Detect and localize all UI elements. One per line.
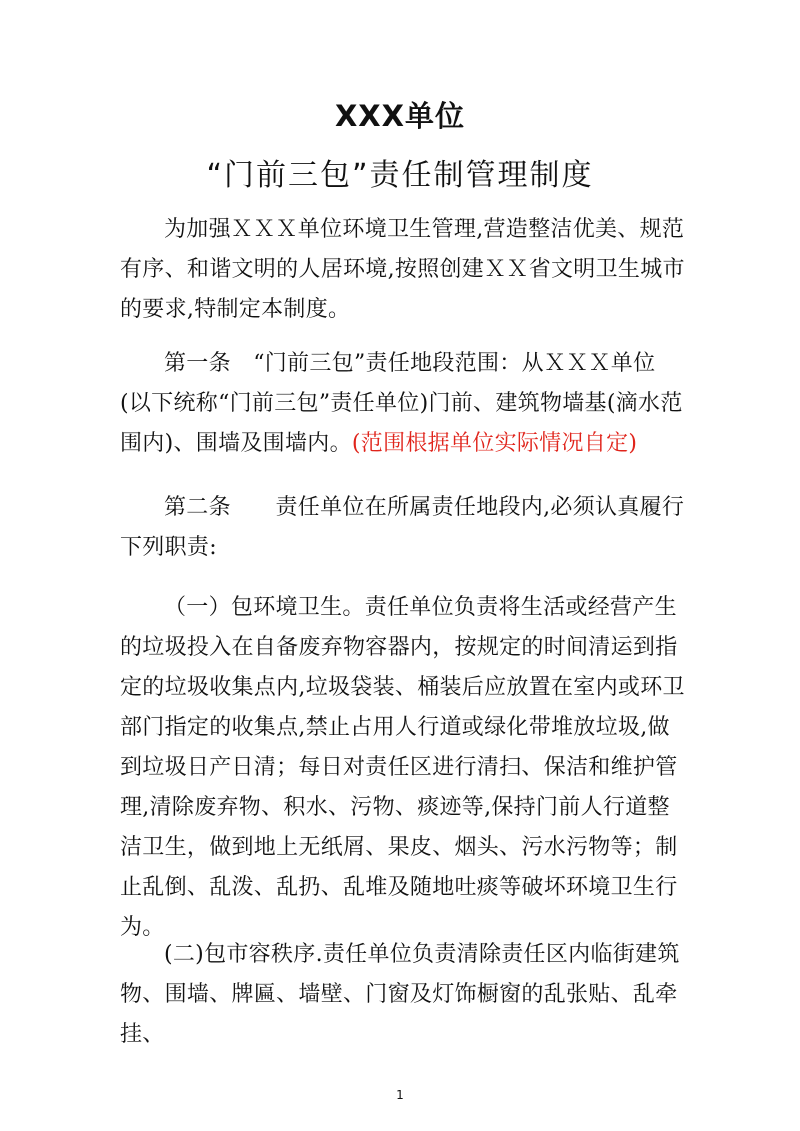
document-title-main: “门前三包”责任制管理制度 (206, 158, 594, 193)
article-2-paragraph: 第二条 责任单位在所属责任地段内,必须认真履行下列职责: (120, 495, 685, 560)
article-1-paragraph (120, 344, 686, 464)
article-1-text: 第一条 “门前三包”责任地段范围：从ＸＸＸ单位(以下统称“门前三包”责任单位)门前、建筑物墙基(滴水范围内)、围墙及围墙内。 (120, 351, 683, 456)
document-title-org: XXX单位 (334, 99, 466, 133)
item-1-paragraph: （一）包环境卫生。责任单位负责将生活或经营产生的垃圾投入在自备废弃物容器内，按规定的时间清运到指定的垃圾收集点内,垃圾袋装、桶装后应放置在室内或环卫部门指定的收集点,禁止占用人行道或绿化带堆放垃圾,做到垃圾日产日清；每日对责任区进行清扫、保洁和维护管理,清除废弃物、积水、污物、痰迹等,保持门前人行道整洁卫生，做到地上无纸屑、果皮、烟头、污水污物等；制止乱倒、乱泼、乱扔、乱堆及随地吐痰等破坏环境卫生行为。 (120, 595, 685, 940)
preamble-paragraph: 为加强ＸＸＸ单位环境卫生管理,营造整洁优美、规范有序、和谐文明的人居环境,按照创建ＸＸ省文明卫生城市的要求,特制定本制度。 (120, 217, 685, 322)
item-2-paragraph: (二)包市容秩序.责任单位负责清除责任区内临街建筑物、围墙、牌匾、墙壁、门窗及灯饰橱窗的乱张贴、乱牵挂、 (120, 942, 680, 1047)
article-1-note: (范围根据单位实际情况自定) (351, 431, 638, 456)
page-number: 1 (396, 1088, 404, 1102)
